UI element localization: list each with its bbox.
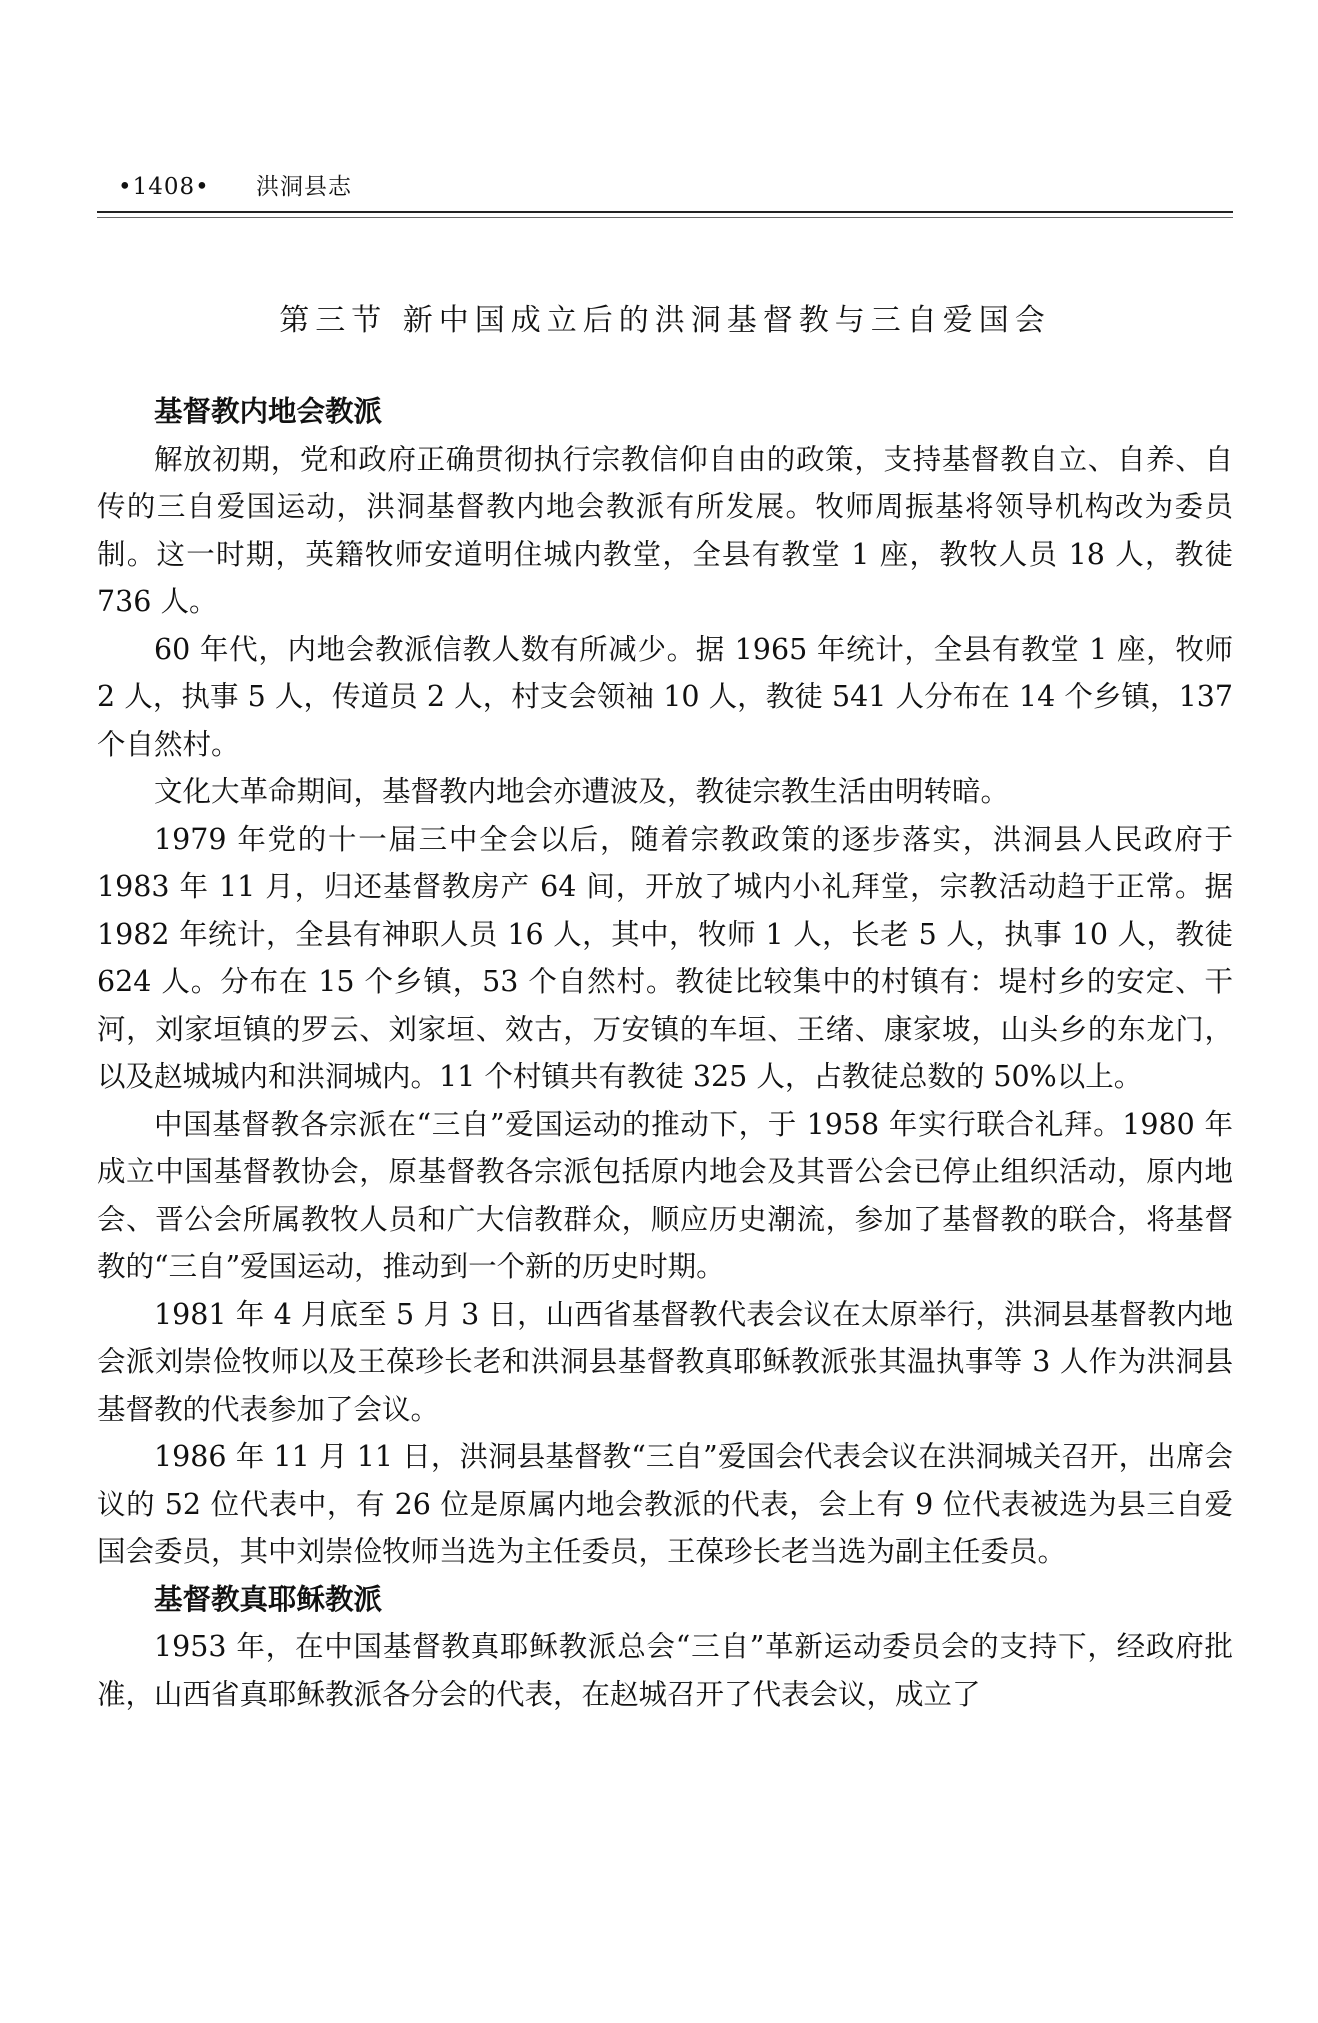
paragraph: 60 年代，内地会教派信教人数有所减少。据 1965 年统计，全县有教堂 1 座，牧师 2 人，执事 5 人，传道员 2 人，村支会领袖 10 人，教徒 541 人分布在 14 个乡镇，137 个自然村。 bbox=[97, 632, 1233, 761]
page-number: •1408• bbox=[118, 174, 210, 200]
paragraph: 1981 年 4 月底至 5 月 3 日，山西省基督教代表会议在太原举行，洪洞县基督教内地会派刘崇俭牧师以及王葆珍长老和洪洞县基督教真耶稣教派张其温执事等 3 人作为洪洞县基督教的代表参加了会议。 bbox=[97, 1297, 1233, 1426]
paragraph: 1979 年党的十一届三中全会以后，随着宗教政策的逐步落实，洪洞县人民政府于 1983 年 11 月，归还基督教房产 64 间，开放了城内小礼拜堂，宗教活动趋于正常。据 1982 年统计，全县有神职人员 16 人，其中，牧师 1 人，长老 5 人，执事 10 人，教徒 624 人。分布在 15 个乡镇，53 个自然村。教徒比较集中的村镇有：堤村乡的安定、干河，刘家垣镇的罗云、刘家垣、效古，万安镇的车垣、王绪、康家坡，山头乡的东龙门，以及赵城城内和洪洞城内。11 个村镇共有教徒 325 人，占教徒总数的 50%以上。 bbox=[97, 822, 1233, 1093]
paragraph: 解放初期，党和政府正确贯彻执行宗教信仰自由的政策，支持基督教自立、自养、自传的三自爱国运动，洪洞基督教内地会教派有所发展。牧师周振基将领导机构改为委员制。这一时期，英籍牧师安道明住城内教堂，全县有教堂 1 座，教牧人员 18 人，教徒 736 人。 bbox=[97, 442, 1233, 618]
header-rule-thin bbox=[97, 217, 1233, 218]
paragraph: 文化大革命期间，基督教内地会亦遭波及，教徒宗教生活由明转暗。 bbox=[154, 775, 1010, 808]
paragraph: 1953 年，在中国基督教真耶稣教派总会“三自”革新运动委员会的支持下，经政府批准，山西省真耶稣教派各分会的代表，在赵城召开了代表会议，成立了 bbox=[97, 1630, 1233, 1711]
paragraph: 1986 年 11 月 11 日，洪洞县基督教“三自”爱国会代表会议在洪洞城关召开，出席会议的 52 位代表中，有 26 位是原属内地会教派的代表，会上有 9 位代表被选为县三自爱国会委员，其中刘崇俭牧师当选为主任委员，王葆珍长老当选为副主任委员。 bbox=[97, 1440, 1233, 1568]
body-text bbox=[97, 388, 1233, 1718]
subsection-heading: 基督教真耶稣教派 bbox=[154, 1582, 383, 1616]
section-title: 第三节 新中国成立后的洪洞基督教与三自爱国会 bbox=[279, 303, 1051, 338]
paragraph: 中国基督教各宗派在“三自”爱国运动的推动下，于 1958 年实行联合礼拜。1980 年成立中国基督教协会，原基督教各宗派包括原内地会及其晋公会已停止组织活动，原内地会、晋公会所属教牧人员和广大信教群众，顺应历史潮流，参加了基督教的联合，将基督教的“三自”爱国运动，推动到一个新的历史时期。 bbox=[97, 1107, 1233, 1283]
header-rule bbox=[97, 211, 1233, 213]
book-title: 洪洞县志 bbox=[255, 174, 352, 200]
subsection-heading: 基督教内地会教派 bbox=[154, 395, 383, 428]
running-header bbox=[118, 168, 352, 201]
